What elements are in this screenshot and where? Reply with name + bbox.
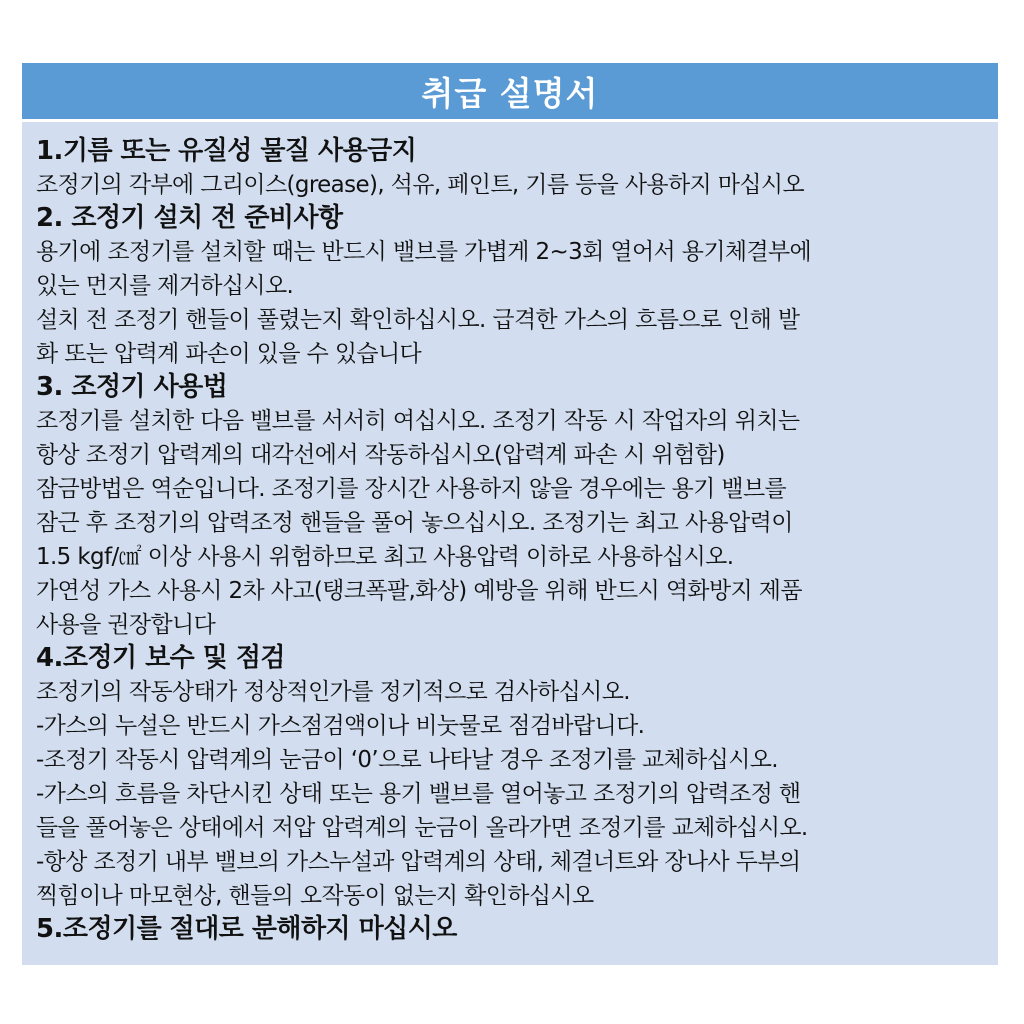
title-bar (22, 63, 998, 122)
section-usage (36, 371, 996, 642)
section-maintenance (36, 642, 996, 913)
section-text-line: 사용을 권장합니다 (36, 612, 216, 638)
section-text-line: -조정기 작동시 압력계의 눈금이 ‘0’으로 나타날 경우 조정기를 교체하십시오. (36, 747, 779, 773)
section-text-line: 잠금방법은 역순입니다. 조정기를 장시간 사용하지 않을 경우에는 용기 밸브를 (36, 476, 787, 502)
section-text-line: 1.5 kgf/㎠ 이상 사용시 위험하므로 최고 사용압력 이하로 사용하십시오. (36, 544, 734, 570)
section-text-line: 설치 전 조정기 핸들이 풀렸는지 확인하십시오. 급격한 가스의 흐름으로 인해 발 (36, 307, 800, 333)
section-text-line: 화 또는 압력계 파손이 있을 수 있습니다 (36, 341, 422, 367)
section-heading: 3. 조정기 사용법 (36, 372, 228, 402)
section-heading: 5.조정기를 절대로 분해하지 마십시오 (36, 914, 457, 944)
section-text-line: -가스의 흐름을 차단시킨 상태 또는 용기 밸브를 열어놓고 조정기의 압력조정 핸 (36, 781, 801, 807)
section-text-line: 들을 풀어놓은 상태에서 저압 압력계의 눈금이 올라가면 조정기를 교체하십시오. (36, 815, 808, 841)
section-heading: 2. 조정기 설치 전 준비사항 (36, 203, 343, 233)
instruction-content (36, 135, 996, 946)
section-oil-prohibition (36, 135, 996, 202)
section-text-line: -항상 조정기 내부 밸브의 가스누설과 압력계의 상태, 체결너트와 장나사 두부의 (36, 849, 801, 875)
section-text-line: 항상 조정기 압력계의 대각선에서 작동하십시오(압력계 파손 시 위험함) (36, 442, 725, 468)
section-text-line: 가연성 가스 사용시 2차 사고(탱크폭팔,화상) 예방을 위해 반드시 역화방지 제품 (36, 578, 802, 604)
section-installation-prep (36, 202, 996, 371)
instruction-panel (22, 63, 998, 965)
section-text-line: 조정기의 작동상태가 정상적인가를 정기적으로 검사하십시오. (36, 679, 630, 705)
section-text-line: 찍힘이나 마모현상, 핸들의 오작동이 없는지 확인하십시오 (36, 883, 594, 909)
section-text-line: 조정기의 각부에 그리이스(grease), 석유, 페인트, 기름 등을 사용하지 마십시오 (36, 172, 805, 198)
section-text-line: 잠근 후 조정기의 압력조정 핸들을 풀어 놓으십시오. 조정기는 최고 사용압력이 (36, 510, 793, 536)
section-no-disassembly (36, 913, 996, 946)
section-heading: 4.조정기 보수 및 점검 (36, 643, 285, 673)
section-text-line: 있는 먼지를 제거하십시오. (36, 273, 294, 299)
section-text-line: 조정기를 설치한 다음 밸브를 서서히 여십시오. 조정기 작동 시 작업자의 위치는 (36, 408, 800, 434)
section-heading: 1.기름 또는 유질성 물질 사용금지 (36, 136, 417, 166)
page-title: 취급 설명서 (421, 73, 599, 113)
section-text-line: 용기에 조정기를 설치할 때는 반드시 밸브를 가볍게 2~3회 열어서 용기체결부에 (36, 239, 812, 265)
section-text-line: -가스의 누설은 반드시 가스점검액이나 비눗물로 점검바랍니다. (36, 713, 645, 739)
